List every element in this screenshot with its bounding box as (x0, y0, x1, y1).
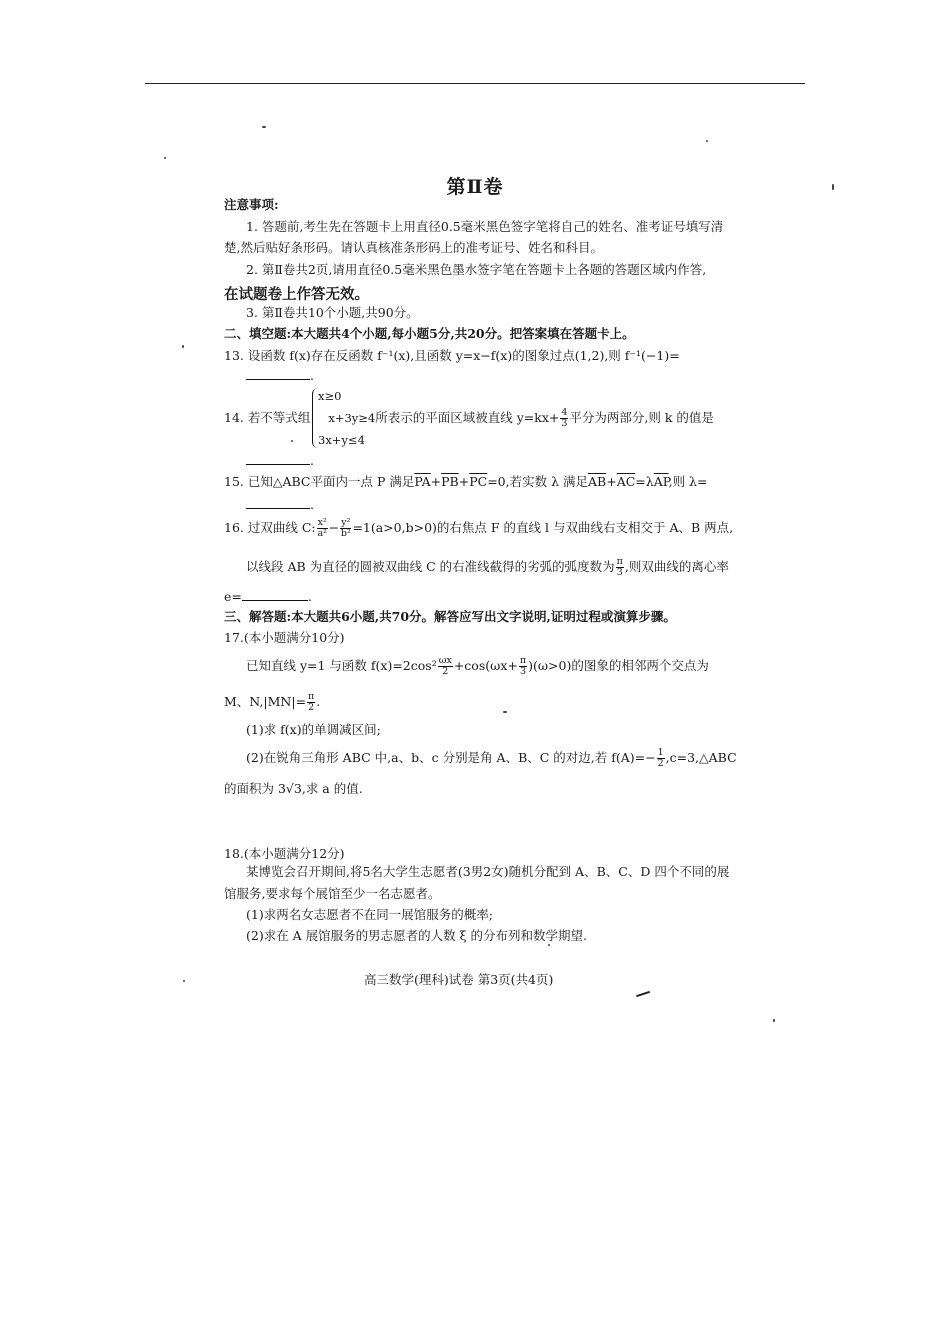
notice-item-1: 1. 答题前,考生先在答题卡上用直径0.5毫米黑色签字笔将自己的姓名、准考证号填写清 (246, 219, 724, 234)
vector-pc: $\overline{PC}$ (469, 474, 488, 489)
question-17-part-1: (1)求 f(x)的单调减区间; (246, 722, 381, 737)
plus-sign: + (606, 474, 617, 489)
q16-line2-b: ,则双曲线的离心率 (624, 559, 729, 574)
fraction-one-half (657, 748, 665, 769)
question-17-line-2 (224, 692, 320, 713)
question-18-line-2: 馆服务,要求每个展馆至少一名志愿者。 (224, 886, 441, 901)
answer-blank-16: e= . (224, 589, 312, 604)
eccentricity-label: e= (224, 589, 242, 604)
question-18-part-2: (2)求在 A 展馆服务的男志愿者的人数 ξ 的分布列和数学期望. (246, 928, 587, 943)
question-17-part-2-cont: 的面积为 3√3,求 a 的值. (224, 781, 363, 796)
q17-l1-a: 已知直线 y=1 与函数 f(x)=2cos² (246, 658, 437, 673)
frac-den: 2 (308, 702, 315, 713)
frac-den: 2 (442, 666, 449, 677)
frac-num: 4 (561, 407, 568, 418)
q15-text-d: ,则 λ= (668, 474, 708, 489)
q14-suffix: 平分为两部分,则 k 的值是 (569, 410, 714, 425)
question-18-line-1: 某博览会召开期间,将5名大学生志愿者(3男2女)随机分配到 A、B、C、D 四个不同的展 (246, 864, 730, 879)
frac-num: x² (317, 517, 327, 528)
scan-speck (291, 440, 293, 442)
scan-speck (183, 980, 185, 982)
notice-heading: 注意事项: (224, 197, 279, 212)
question-17-line-1 (246, 656, 709, 677)
q17-p2-b: ,c=3,△ABC (665, 750, 737, 765)
q17-l1-c: )(ω>0)的图象的相邻两个交点为 (528, 658, 709, 673)
vector-ac: $\overline{AC}$ (616, 474, 636, 489)
frac-num: π (616, 556, 623, 567)
frac-num: π (519, 655, 527, 666)
notice-item-2: 2. 第Ⅱ卷共2页,请用直径0.5毫米黑色墨水签字笔在答题卡上各题的答题区域内作答, (246, 262, 707, 277)
q17-l2-a: M、N,|MN|= (224, 694, 307, 709)
top-rule (145, 83, 805, 84)
vector-ab: $\overline{AB}$ (587, 474, 607, 489)
fraction-pi-3 (519, 656, 527, 677)
q16-prefix: 16. 过双曲线 C: (224, 520, 316, 535)
fraction-pi-2 (307, 692, 315, 713)
fraction-wx-2 (438, 656, 453, 677)
q17-l2-b: . (316, 694, 321, 709)
inequality-1: x≥0 (318, 389, 342, 403)
section-solve-heading: 三、解答题:本大题共6小题,共70分。解答应写出文字说明,证明过程或演算步骤。 (224, 609, 676, 624)
scan-speck (706, 140, 708, 142)
minus-sign: − (328, 520, 340, 535)
q14-prefix: 14. 若不等式组 (224, 410, 311, 425)
fraction-four-thirds (560, 408, 568, 429)
fraction-y2-b2 (340, 518, 351, 539)
question-18-title: 18.(本小题满分12分) (224, 846, 345, 861)
section-fill-heading: 二、填空题:本大题共4个小题,每小题5分,共20分。把答案填在答题卡上。 (224, 326, 635, 341)
frac-den: 2 (657, 758, 664, 769)
answer-blank-13: . (246, 367, 314, 385)
scan-speck (262, 126, 266, 128)
frac-den: 3 (561, 418, 568, 429)
frac-num: π (308, 691, 315, 702)
vector-pa: $\overline{PA}$ (414, 474, 431, 489)
frac-num: y² (341, 517, 351, 528)
question-17-part-2 (246, 748, 737, 769)
question-17-title: 17.(本小题满分10分) (224, 630, 345, 645)
plus-sign: + (430, 474, 442, 489)
notice-item-1-cont: 楚,然后贴好条形码。请认真核准条形码上的准考证号、姓名和科目。 (224, 240, 603, 255)
plus-sign: + (458, 474, 470, 489)
scan-speck (503, 711, 507, 713)
frac-den: b² (340, 528, 351, 539)
inequality-3: 3x+y≤4 (318, 433, 365, 447)
question-13: 13. 设函数 f(x)存在反函数 f⁻¹(x),且函数 y=x−f(x)的图象过点(1,2),则 f⁻¹(−1)= (224, 348, 680, 363)
question-15 (224, 473, 707, 491)
q16-line2-a: 以线段 AB 为直径的圆被双曲线 C 的右准线截得的劣弧的弧度数为 (246, 559, 615, 574)
frac-den: a² (317, 528, 327, 539)
vector-pb: $\overline{PB}$ (441, 474, 459, 489)
scan-speck (773, 1019, 775, 1022)
q15-text-a: 15. 已知△ABC平面内一点 P 满足 (224, 474, 415, 489)
fraction-pi-3 (616, 557, 624, 578)
inequality-2: x+3y≥4 (328, 411, 376, 425)
question-16-line-2 (246, 557, 729, 578)
q14-middle: 所表示的平面区域被直线 y=kx+ (375, 410, 560, 425)
answer-blank-15: . (246, 496, 314, 514)
scan-speck (164, 157, 166, 159)
vector-ap: $\overline{AP}$ (653, 474, 669, 489)
frac-num: ωx (438, 655, 452, 666)
fraction-x2-a2 (317, 518, 328, 539)
frac-den: 3 (519, 666, 526, 677)
scan-speck (182, 345, 184, 348)
answer-blank-14: . (246, 452, 314, 470)
question-16 (224, 518, 733, 539)
question-14 (224, 408, 714, 429)
notice-item-3: 3. 第Ⅱ卷共10个小题,共90分。 (246, 305, 419, 320)
page-title: 第Ⅱ卷 (446, 176, 504, 198)
scan-mark (636, 991, 650, 997)
q17-p2-a: (2)在锐角三角形 ABC 中,a、b、c 分别是角 A、B、C 的对边,若 f(A)=− (246, 750, 656, 765)
q15-text-c: =λ (635, 474, 654, 489)
page-footer: 高三数学(理科)试卷 第3页(共4页) (364, 972, 554, 987)
q16-line1-rest: =1(a>0,b>0)的右焦点 F 的直线 l 与双曲线右支相交于 A、B 两点, (352, 520, 734, 535)
frac-den: 3 (616, 567, 623, 578)
notice-item-2-cont: 在试题卷上作答无效。 (224, 286, 369, 303)
question-18-part-1: (1)求两名女志愿者不在同一展馆服务的概率; (246, 907, 493, 922)
frac-num: 1 (657, 747, 664, 758)
q15-text-b: =0,若实数 λ 满足 (487, 474, 588, 489)
q17-l1-b: +cos(ωx+ (453, 658, 518, 673)
